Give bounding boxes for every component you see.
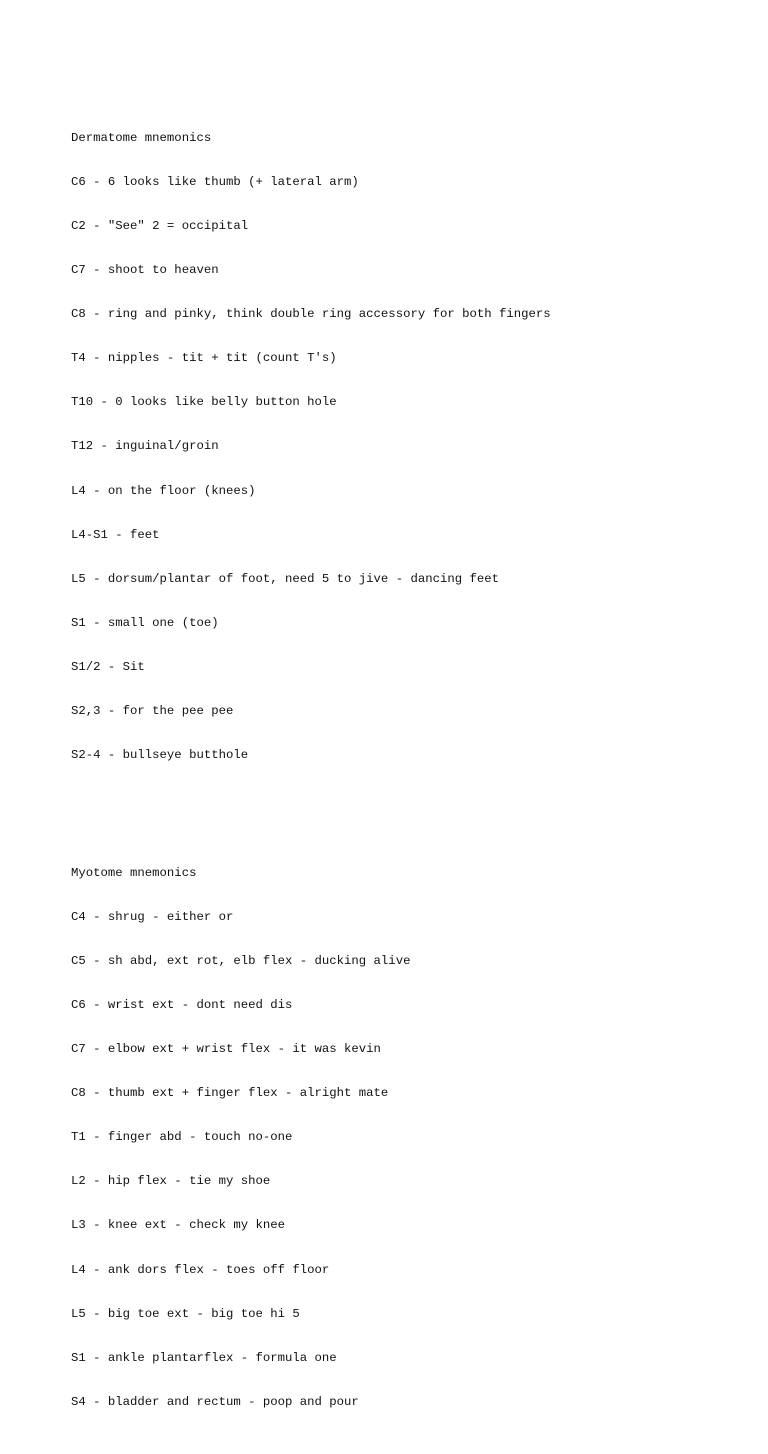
mnemonic-line: C6 - wrist ext - dont need dis — [71, 998, 293, 1012]
myotome-section — [71, 836, 731, 1439]
mnemonic-line: L4 - ank dors flex - toes off floor — [71, 1262, 330, 1277]
dermatome-section — [71, 101, 731, 792]
mnemonic-line: S2,3 - for the pee pee — [71, 704, 234, 719]
mnemonic-line: C7 - elbow ext + wrist flex - it was kevin — [71, 1042, 381, 1057]
mnemonic-line: L5 - dorsum/plantar of foot, need 5 to jive - dancing feet — [71, 571, 500, 586]
mnemonic-line: S1/2 - Sit — [71, 659, 145, 674]
mnemonic-line: L4-S1 - feet — [71, 527, 160, 542]
mnemonic-line: L3 - knee ext - check my knee — [71, 1218, 286, 1233]
mnemonic-line: L5 - big toe ext - big toe hi 5 — [71, 1306, 300, 1321]
mnemonic-line: S2-4 - bullseye butthole — [71, 748, 249, 763]
mnemonic-line: T12 - inguinal/groin — [71, 439, 219, 454]
mnemonic-line: T1 - finger abd - touch no-one — [71, 1130, 293, 1145]
mnemonic-line: C8 - thumb ext + finger flex - alright mate — [71, 1086, 389, 1101]
mnemonic-line: C8 - ring and pinky, think double ring accessory for both fingers — [71, 307, 551, 322]
mnemonic-line: S1 - ankle plantarflex - formula one — [71, 1350, 337, 1365]
section-heading: Myotome mnemonics — [71, 865, 197, 880]
mnemonic-line: C4 - shrug - either or — [71, 909, 234, 924]
mnemonic-line: L4 - on the floor (knees) — [71, 483, 256, 498]
mnemonic-line: L2 - hip flex - tie my shoe — [71, 1174, 271, 1189]
mnemonic-line: T10 - 0 looks like belly button hole — [71, 395, 337, 410]
mnemonic-line: S4 - bladder and rectum - poop and pour — [71, 1394, 359, 1409]
mnemonic-line: S1 - small one (toe) — [71, 615, 219, 630]
section-heading: Dermatome mnemonics — [71, 130, 212, 145]
mnemonic-line: C5 - sh abd, ext rot, elb flex - ducking alive — [71, 953, 411, 968]
mnemonic-line: T4 - nipples - tit + tit (count T's) — [71, 351, 337, 366]
document-page — [71, 72, 731, 1454]
mnemonic-line: C6 - 6 looks like thumb (+ lateral arm) — [71, 174, 359, 189]
mnemonic-line: C7 - shoot to heaven — [71, 263, 219, 278]
mnemonic-line: C2 - "See" 2 = occipital — [71, 219, 249, 233]
